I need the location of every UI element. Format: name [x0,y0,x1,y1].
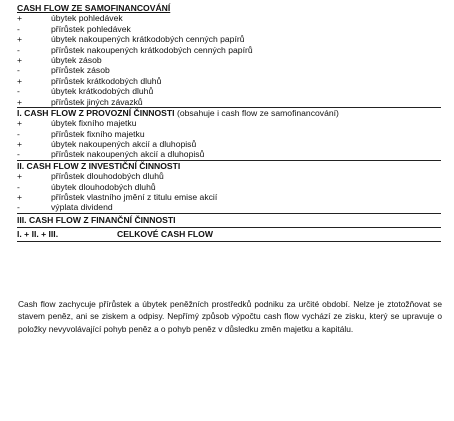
item-sign: + [17,13,23,24]
item-text: úbytek zásob [51,54,102,65]
item-text: přírůstek jiných závazků [51,96,143,107]
list-item [17,192,441,202]
item-sign: + [17,96,23,107]
item-sign: + [17,118,23,129]
provozni-title: I. CASH FLOW Z PROVOZNÍ ČINNOSTI [17,107,175,118]
provozni-list [17,118,441,160]
item-sign: + [17,54,23,65]
item-sign: + [17,75,23,86]
item-sign: - [17,149,20,160]
item-sign: + [17,34,23,45]
item-sign: + [17,192,23,203]
item-sign: - [17,65,20,76]
list-item [17,139,441,149]
total-right: CELKOVÉ CASH FLOW [117,229,213,240]
list-item [17,65,441,75]
item-text: úbytek nakoupených krátkodobých cenných papírů [51,34,245,45]
item-text: přírůstek zásob [51,65,110,76]
samofinancovani-list [17,13,441,107]
item-text: úbytek pohledávek [51,13,123,24]
item-text: úbytek krátkodobých dluhů [51,86,154,97]
section-title-provozni [17,108,441,118]
section-title-investicni: II. CASH FLOW Z INVESTIČNÍ ČINNOSTI [17,160,181,171]
provozni-note: (obsahuje i cash flow ze samofinancování) [176,107,339,118]
divider [17,241,441,242]
item-text: úbytek dlouhodobých dluhů [51,181,156,192]
item-text: úbytek nakoupených akcií a dluhopisů [51,139,197,150]
list-item [17,118,441,128]
list-item [17,24,441,34]
divider [17,213,441,214]
item-sign: + [17,139,23,150]
list-item [17,182,441,192]
total-row [17,229,441,239]
item-text: přírůstek fixního majetku [51,128,145,139]
investicni-list [17,171,441,213]
item-sign: - [17,86,20,97]
list-item [17,45,441,55]
item-text: přírůstek krátkodobých dluhů [51,75,162,86]
item-sign: - [17,202,20,213]
list-item [17,86,441,96]
section-title-financni: III. CASH FLOW Z FINANČNÍ ČINNOSTI [17,214,176,225]
list-item [17,202,441,212]
item-text: přírůstek nakoupených krátkodobých cenných papírů [51,44,253,55]
list-item [17,13,441,23]
item-text: úbytek fixního majetku [51,118,137,129]
item-sign: - [17,181,20,192]
item-sign: - [17,23,20,34]
total-left: I. + II. + III. [17,229,59,240]
cash-flow-document [17,0,441,242]
item-text: přírůstek nakoupených akcií a dluhopisů [51,149,205,160]
list-item [17,76,441,86]
section-title-samofinancovani: CASH FLOW ZE SAMOFINANCOVÁNÍ [17,3,171,13]
item-text: přírůstek vlastního jmění z titulu emise akcií [51,192,218,203]
item-text: výplata dividend [51,202,113,213]
list-item [17,171,441,181]
list-item [17,55,441,65]
item-text: přírůstek dlouhodobých dluhů [51,171,164,182]
divider [17,227,441,228]
list-item [17,34,441,44]
item-sign: + [17,171,23,182]
item-sign: - [17,44,20,55]
list-item [17,129,441,139]
description-paragraph: Cash flow zachycuje přírůstek a úbytek peněžních prostředků podniku za určité období. Nelze je ztotožňovat se stavem peněz, ani se ziskem a odpisy. Nepřímý způsob výpočtu cash flow vychází ze zisku, který se upravuje o položky nevyvolávající pohyb peněz a o pohyb peněz v důsledku změn majetku a kapitálu. [18,299,442,334]
list-item [17,97,441,107]
item-text: přírůstek pohledávek [51,23,131,34]
item-sign: - [17,128,20,139]
list-item [17,149,441,159]
